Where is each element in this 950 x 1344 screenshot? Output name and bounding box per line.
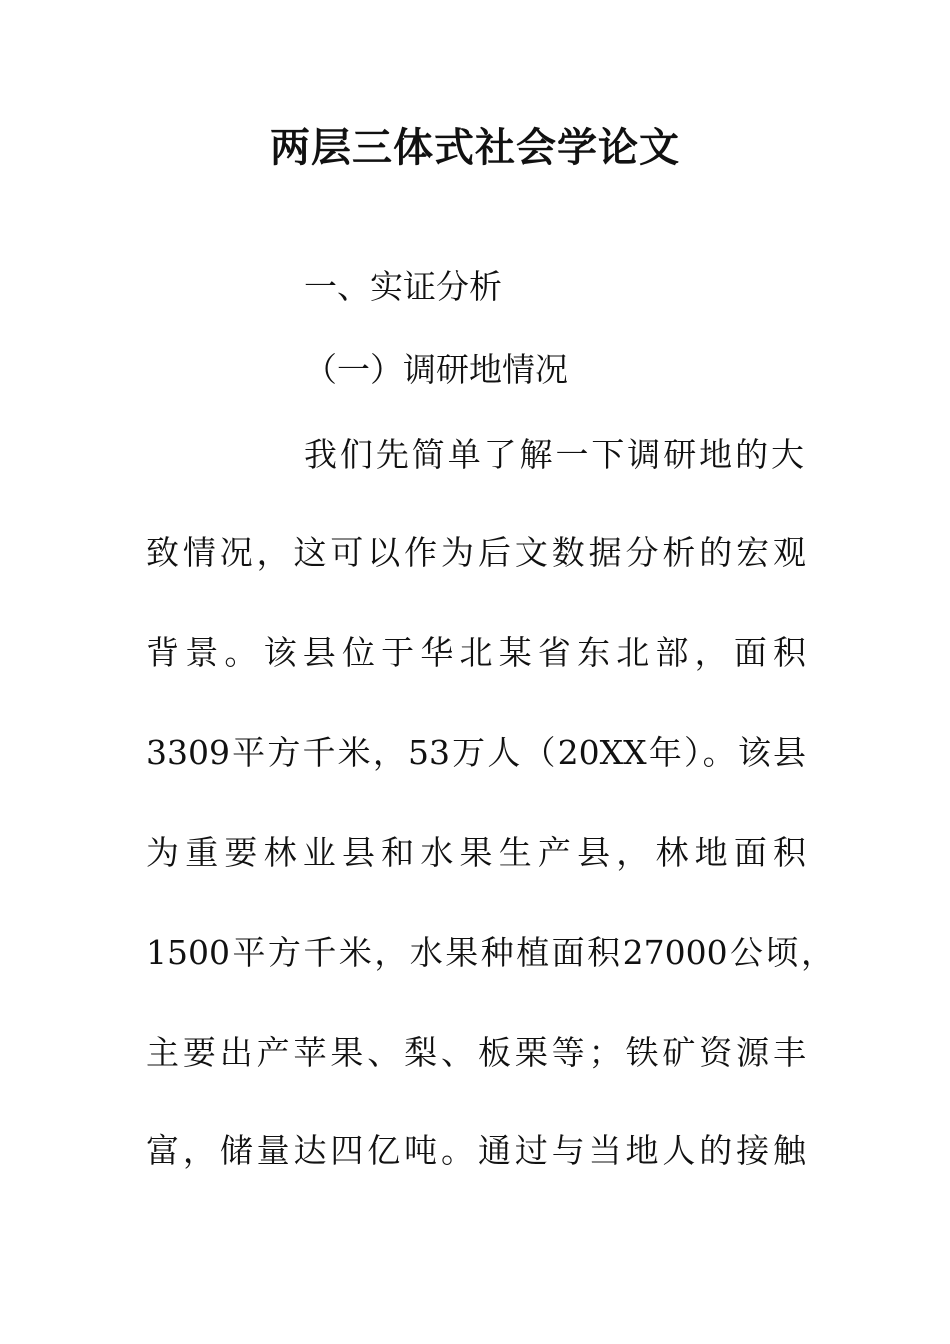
paragraph-line: 3309平方千米，53万人（20XX年）。该县 [146, 733, 806, 772]
subsection-heading: （一）调研地情况 [304, 350, 568, 389]
section-heading: 一、实证分析 [304, 267, 502, 306]
paragraph-line: 为重要林业县和水果生产县，林地面积 [146, 833, 806, 872]
paragraph-line: 1500平方千米，水果种植面积27000公顷， [146, 933, 834, 972]
paragraph-line: 富，储量达四亿吨。通过与当地人的接触 [146, 1131, 806, 1170]
document-title: 两层三体式社会学论文 [270, 124, 680, 171]
paragraph-line: 背景。该县位于华北某省东北部，面积 [146, 633, 806, 672]
paragraph-line: 我们先简单了解一下调研地的大 [304, 435, 804, 474]
paragraph-line: 致情况，这可以作为后文数据分析的宏观 [146, 533, 806, 572]
paragraph-line: 主要出产苹果、梨、板栗等；铁矿资源丰 [146, 1033, 806, 1072]
